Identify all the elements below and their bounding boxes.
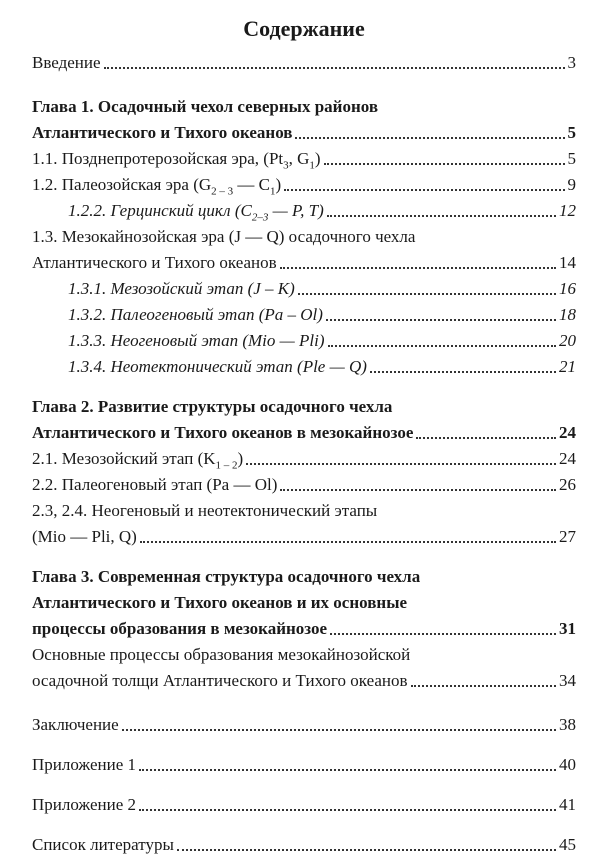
toc-label: Введение (32, 53, 101, 72)
toc-label-line: (Mio — Pli, Q) (32, 527, 137, 546)
page-number: 9 (567, 175, 576, 194)
page-title: Содержание (243, 16, 365, 41)
leader-dots (104, 67, 565, 69)
page-number: 24 (559, 423, 576, 442)
toc-entry-chapter-3[interactable] (32, 564, 576, 642)
toc-entry-3-1[interactable] (32, 642, 576, 694)
toc-entry-1-2[interactable] (32, 172, 576, 198)
toc-label-line: Основные процессы образования мезокайнозойской (32, 645, 411, 664)
leader-dots (298, 293, 556, 295)
toc-label: 1.3.1. Мезозойский этап (J – K) (68, 279, 295, 298)
page-number: 12 (559, 201, 576, 220)
toc-label: Заключение (32, 715, 119, 734)
leader-dots (328, 345, 556, 347)
leader-dots (330, 633, 556, 635)
page-number: 26 (559, 475, 576, 494)
page-number: 38 (559, 715, 576, 734)
toc-entry-chapter-2[interactable] (32, 394, 576, 446)
toc-entry-references[interactable] (32, 832, 576, 858)
chapter-heading-line: Глава 3. Современная структура осадочного чехла (32, 567, 421, 586)
leader-dots (416, 437, 556, 439)
leader-dots (370, 371, 556, 373)
page-number: 18 (559, 305, 576, 324)
leader-dots (139, 809, 556, 811)
chapter-heading-line: Атлантического и Тихого океанов (32, 123, 293, 142)
toc-entry-appendix-1[interactable] (32, 752, 576, 778)
page-number: 5 (567, 149, 576, 168)
toc-label-line: 1.3. Мезокайнозойская эра (J — Q) осадочного чехла (32, 227, 416, 246)
toc-entry-1-1[interactable] (32, 146, 576, 172)
page-number: 31 (559, 619, 576, 638)
toc-label: 2.1. Мезозойский этап $(K_{1 - 2})$ (32, 449, 244, 472)
toc-label-line: 2.3, 2.4. Неогеновый и неотектонический этапы (32, 501, 378, 520)
leader-dots (295, 137, 564, 139)
page-number: 40 (559, 755, 576, 774)
toc-entry-1-3-1[interactable] (32, 276, 576, 302)
leader-dots (246, 463, 556, 465)
chapter-heading-line: Глава 1. Осадочный чехол северных районов (32, 97, 379, 116)
leader-dots (122, 729, 556, 731)
page-number: 24 (559, 449, 576, 468)
toc-label: 1.2. Палеозойская эра ($G_{2 - 3}$ — $C_1$) (32, 175, 282, 198)
page-number: 5 (567, 123, 576, 142)
toc-entry-1-2-2[interactable] (32, 198, 576, 224)
toc-entry-1-3-4[interactable] (32, 354, 576, 380)
page-number: 27 (559, 527, 576, 546)
toc-label: 1.3.4. Неотектонический этап (Ple — Q) (68, 357, 367, 376)
chapter-heading-line: Атлантического и Тихого океанов и их основные (32, 593, 408, 612)
leader-dots (411, 685, 557, 687)
toc-entry-1-3[interactable] (32, 224, 576, 276)
leader-dots (280, 267, 556, 269)
leader-dots (327, 215, 556, 217)
leader-dots (139, 769, 556, 771)
toc-label: Приложение 2 (32, 795, 136, 814)
toc-entry-2-1[interactable] (32, 446, 576, 472)
chapter-heading-line: процессы образования в мезокайнозое (32, 619, 328, 638)
toc-label: 1.3.3. Неогеновый этап (Mio — Pli) (68, 331, 325, 350)
page-number: 34 (559, 671, 576, 690)
toc-entry-conclusion[interactable] (32, 712, 576, 738)
toc-label: 1.2.2. Герцинский цикл ($C_{2-3}$ — P, T) (68, 201, 324, 224)
page-number: 20 (559, 331, 576, 350)
toc-label: Приложение 1 (32, 755, 136, 774)
toc-entry-2-2[interactable] (32, 472, 576, 498)
leader-dots (140, 541, 556, 543)
page-number: 16 (559, 279, 576, 298)
toc-label-line: осадочной толщи Атлантического и Тихого океанов (32, 671, 408, 690)
toc-entry-intro[interactable] (32, 50, 576, 76)
toc-entry-1-3-3[interactable] (32, 328, 576, 354)
toc-label: 1.1. Позднепротерозойская эра, ($Pt_3$, $G_1$) (32, 149, 321, 172)
toc-entry-2-3[interactable] (32, 498, 576, 550)
toc-label: 1.3.2. Палеогеновый этап (Pa – Ol) (68, 305, 323, 324)
leader-dots (326, 319, 556, 321)
chapter-heading-line: Атлантического и Тихого океанов в мезокайнозое (32, 423, 414, 442)
toc-entry-1-3-2[interactable] (32, 302, 576, 328)
page-number: 21 (559, 357, 576, 376)
toc-entry-chapter-1[interactable] (32, 94, 576, 146)
leader-dots (177, 849, 556, 851)
toc-entry-appendix-2[interactable] (32, 792, 576, 818)
page-number: 45 (559, 835, 576, 854)
toc-label: 2.2. Палеогеновый этап (Pa — Ol) (32, 475, 278, 494)
page-number: 3 (567, 53, 576, 72)
toc-label-line: Атлантического и Тихого океанов (32, 253, 277, 272)
toc-label: Список литературы (32, 835, 174, 854)
page-number: 41 (559, 795, 576, 814)
leader-dots (280, 489, 556, 491)
chapter-heading-line: Глава 2. Развитие структуры осадочного чехла (32, 397, 393, 416)
leader-dots (324, 163, 565, 165)
leader-dots (284, 189, 564, 191)
page-number: 14 (559, 253, 576, 272)
